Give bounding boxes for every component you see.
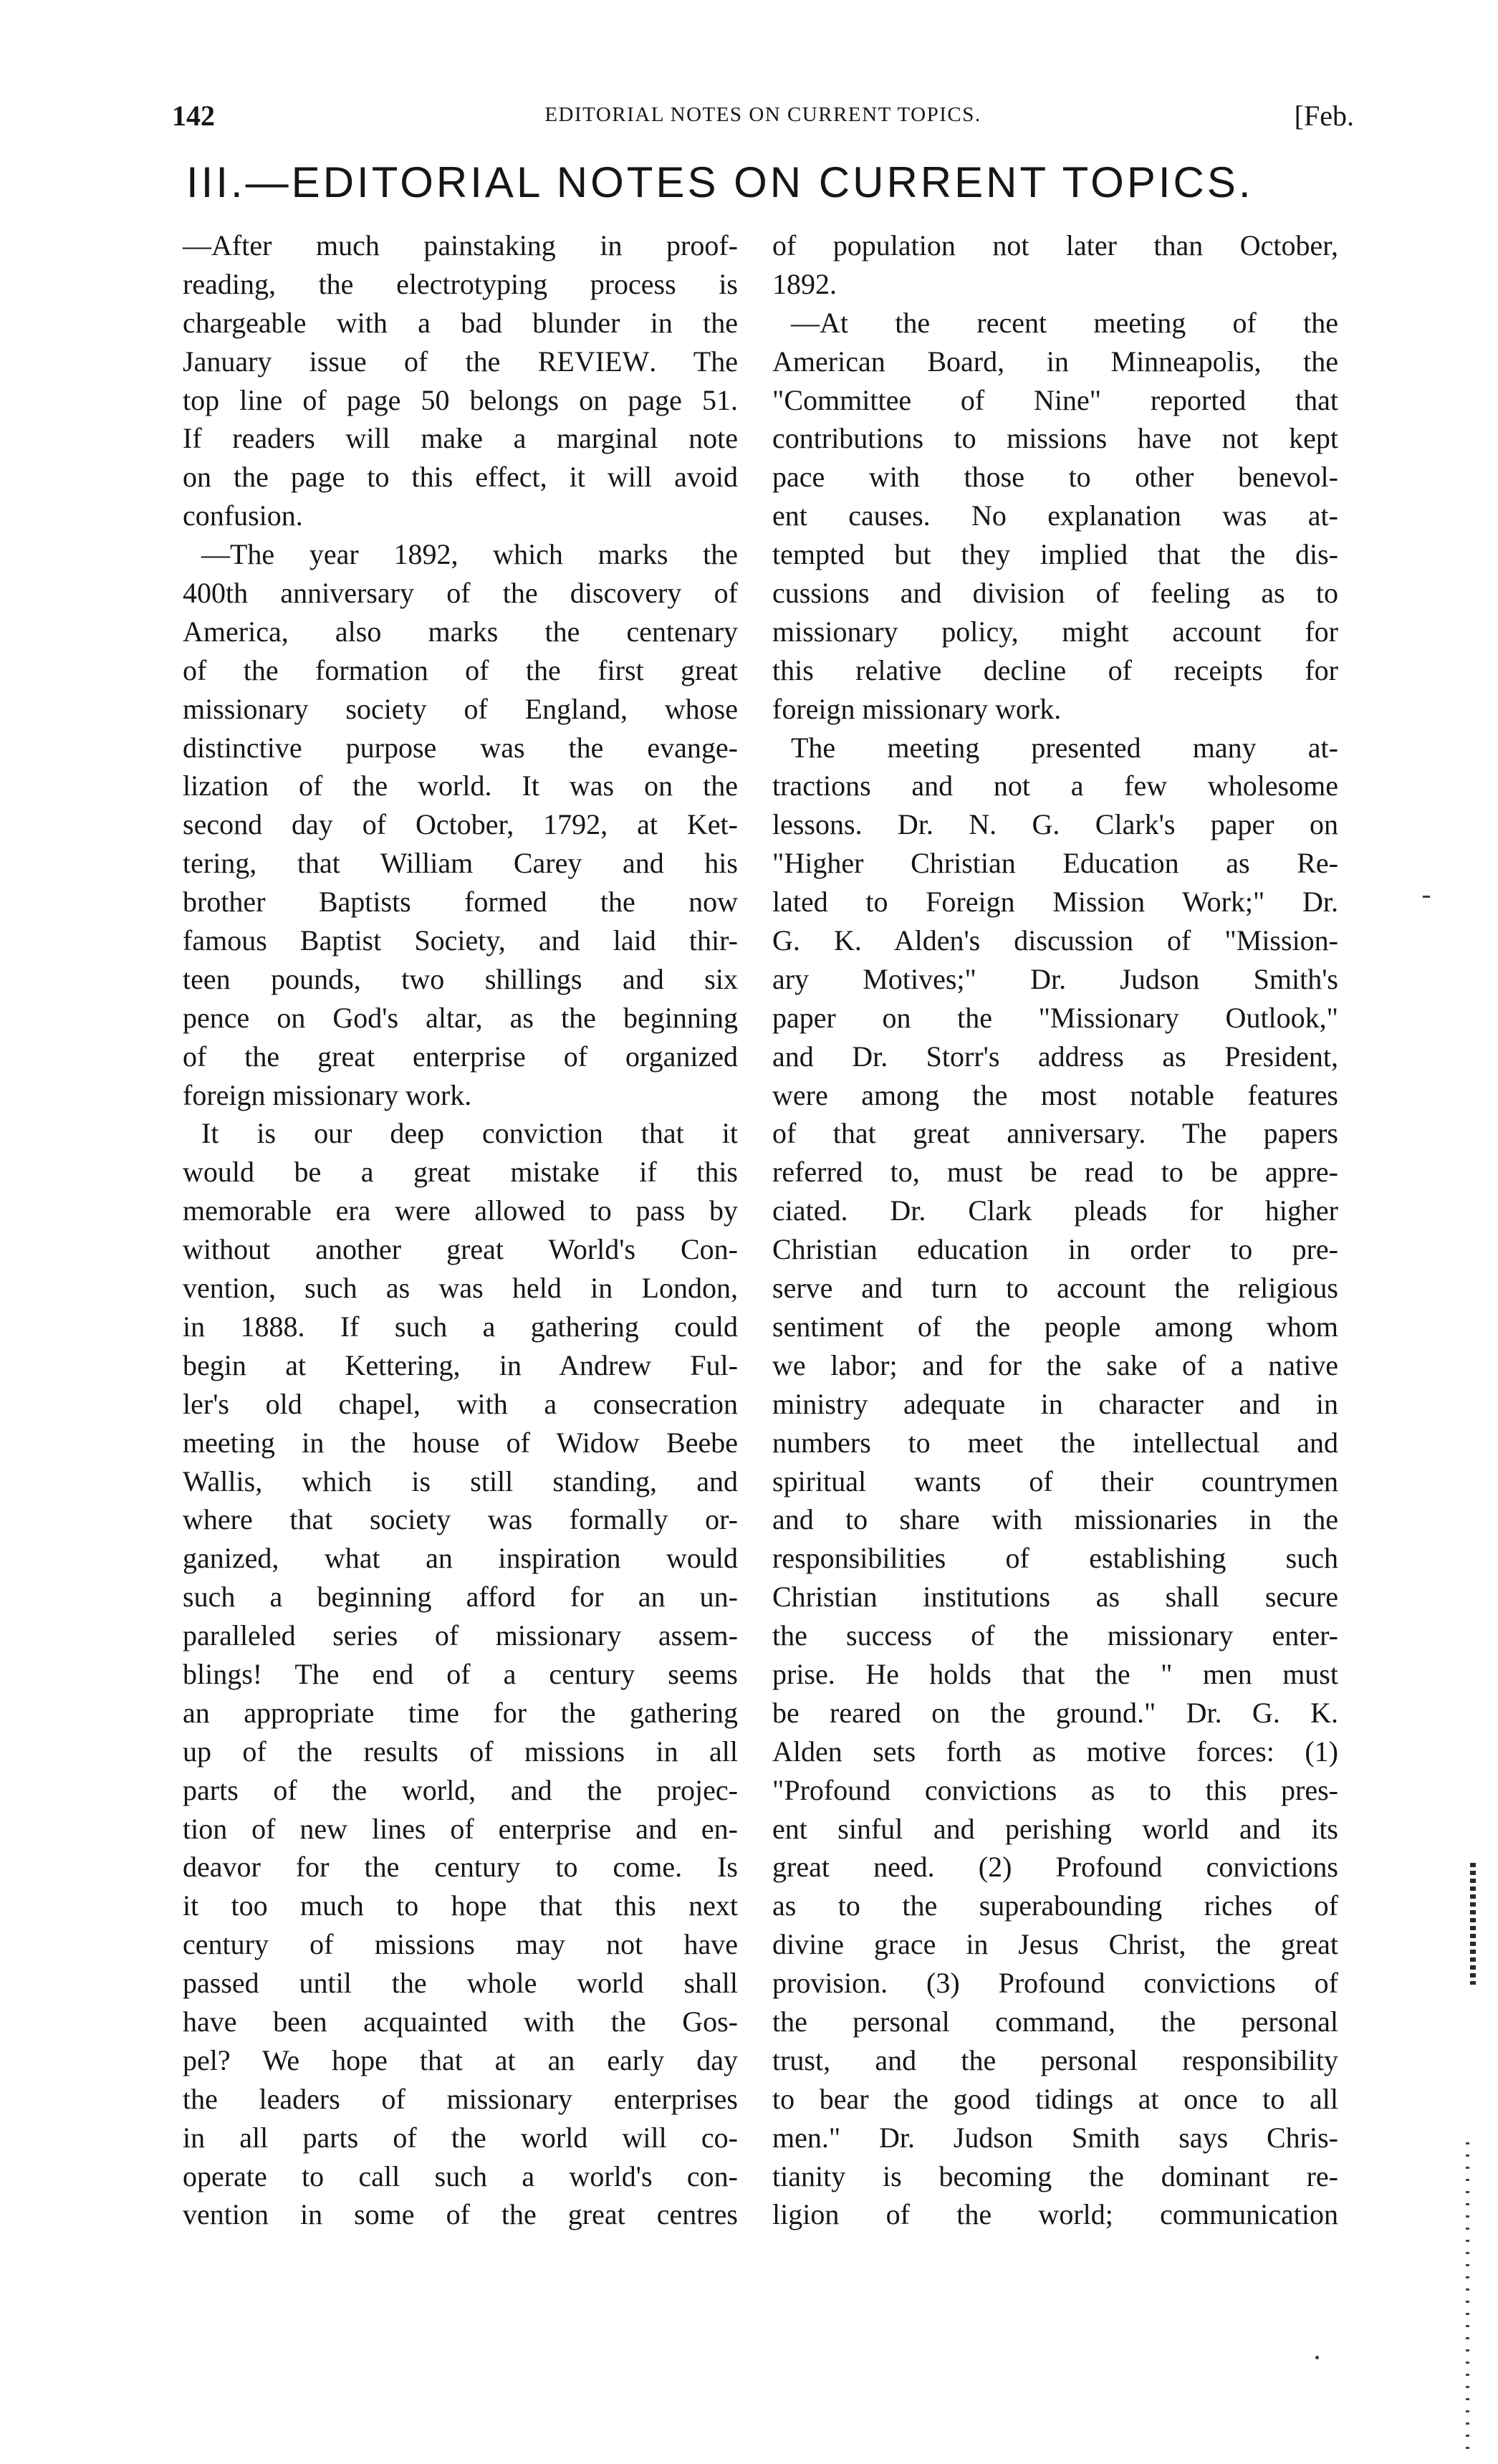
text-line: foreign missionary work. bbox=[183, 1078, 472, 1111]
text-line: blings! The end of a century seems bbox=[183, 1657, 738, 1690]
text-line: G. K. Alden's discussion of "Mission- bbox=[772, 924, 1338, 957]
text-line: ler's old chapel, with a consecration bbox=[183, 1387, 738, 1420]
text-line: "Higher Christian Education as Re- bbox=[772, 847, 1338, 880]
text-line: confusion. bbox=[183, 499, 303, 532]
running-title: EDITORIAL NOTES ON CURRENT TOPICS. bbox=[544, 103, 981, 126]
text-line: distinctive purpose was the evange- bbox=[183, 731, 738, 764]
text-line: top line of page 50 belongs on page 51. bbox=[183, 383, 738, 416]
text-line: tion of new lines of enterprise and en- bbox=[183, 1812, 738, 1845]
text-line: spiritual wants of their countrymen bbox=[772, 1465, 1338, 1497]
text-line: ganized, what an inspiration would bbox=[183, 1542, 738, 1575]
text-line: it too much to hope that this next bbox=[183, 1889, 738, 1922]
text-line: Alden sets forth as motive forces: (1) bbox=[772, 1735, 1338, 1768]
text-line: up of the results of missions in all bbox=[183, 1735, 738, 1768]
text-line: 400th anniversary of the discovery of bbox=[183, 577, 738, 610]
text-line: famous Baptist Society, and laid thir- bbox=[183, 924, 738, 957]
text-line: parts of the world, and the projec- bbox=[183, 1773, 738, 1806]
text-line: 1892. bbox=[772, 267, 837, 300]
text-line: men." Dr. Judson Smith says Chris- bbox=[772, 2121, 1338, 2154]
text-line: American Board, in Minneapolis, the bbox=[772, 345, 1338, 378]
text-line: ent causes. No explanation was at- bbox=[772, 499, 1338, 532]
text-line: paralleled series of missionary assem- bbox=[183, 1619, 738, 1652]
text-line: pel? We hope that at an early day bbox=[183, 2043, 738, 2076]
text-line: January issue of the REVIEW. The bbox=[183, 345, 738, 378]
text-line: an appropriate time for the gathering bbox=[183, 1696, 738, 1729]
text-line: foreign missionary work. bbox=[772, 692, 1062, 725]
text-line: Christian institutions as shall secure bbox=[772, 1581, 1338, 1614]
text-line: of the great enterprise of organized bbox=[183, 1040, 738, 1073]
text-line: cussions and division of feeling as to bbox=[772, 577, 1338, 610]
page-number: 142 bbox=[172, 100, 215, 132]
text-line: numbers to meet the intellectual and bbox=[772, 1426, 1338, 1459]
text-line: pence on God's altar, as the beginning bbox=[183, 1001, 738, 1034]
text-line: the leaders of missionary enterprises bbox=[183, 2082, 738, 2115]
text-line: provision. (3) Profound convictions of bbox=[772, 1967, 1338, 2000]
text-line: the success of the missionary enter- bbox=[772, 1619, 1338, 1652]
text-line: vention in some of the great centres bbox=[183, 2198, 738, 2231]
text-line: ciated. Dr. Clark pleads for higher bbox=[772, 1194, 1338, 1227]
text-line: missionary society of England, whose bbox=[183, 692, 738, 725]
text-line: of the formation of the first great bbox=[183, 653, 738, 686]
scan-artifact bbox=[1466, 2142, 1469, 2458]
text-line: contributions to missions have not kept bbox=[772, 422, 1338, 455]
text-line: would be a great mistake if this bbox=[183, 1156, 738, 1189]
text-line: great need. (2) Profound convictions bbox=[772, 1851, 1338, 1884]
text-line: tractions and not a few wholesome bbox=[772, 770, 1338, 802]
text-line: vention, such as was held in London, bbox=[183, 1272, 738, 1305]
text-line: ary Motives;" Dr. Judson Smith's bbox=[772, 962, 1338, 995]
text-line: trust, and the personal responsibility bbox=[772, 2043, 1338, 2076]
text-line: —After much painstaking in proof- bbox=[183, 229, 738, 262]
text-line: be reared on the ground." Dr. G. K. bbox=[772, 1696, 1338, 1729]
text-line: deavor for the century to come. Is bbox=[183, 1851, 738, 1884]
text-line: teen pounds, two shillings and six bbox=[183, 962, 738, 995]
text-line: the personal command, the personal bbox=[772, 2005, 1338, 2038]
text-line: we labor; and for the sake of a native bbox=[772, 1348, 1338, 1381]
text-line: passed until the whole world shall bbox=[183, 1967, 738, 2000]
text-line: responsibilities of establishing such bbox=[772, 1542, 1338, 1575]
text-line: meeting in the house of Widow Beebe bbox=[183, 1426, 738, 1459]
text-line: of that great anniversary. The papers bbox=[772, 1117, 1338, 1150]
section-title: III.—EDITORIAL NOTES ON CURRENT TOPICS. bbox=[186, 158, 1254, 206]
text-line: century of missions may not have bbox=[183, 1928, 738, 1961]
text-line: missionary policy, might account for bbox=[772, 615, 1338, 648]
text-line: paper on the "Missionary Outlook," bbox=[772, 1001, 1338, 1034]
right-column bbox=[772, 226, 1338, 2234]
text-line: pace with those to other benevol- bbox=[772, 461, 1338, 494]
text-line: —The year 1892, which marks the bbox=[201, 538, 738, 571]
text-line: referred to, must be read to be appre- bbox=[772, 1156, 1338, 1189]
text-line: this relative decline of receipts for bbox=[772, 653, 1338, 686]
journal-name: REVIEW bbox=[537, 345, 650, 378]
running-header bbox=[172, 99, 1354, 142]
text-line: begin at Kettering, in Andrew Ful- bbox=[183, 1348, 738, 1381]
text-line: "Committee of Nine" reported that bbox=[772, 383, 1338, 416]
text-line: —At the recent meeting of the bbox=[791, 306, 1338, 339]
text-line: as to the superabounding riches of bbox=[772, 1889, 1338, 1922]
text-line: and Dr. Storr's address as President, bbox=[772, 1040, 1338, 1073]
text-line: serve and turn to account the religious bbox=[772, 1272, 1338, 1305]
text-line: ent sinful and perishing world and its bbox=[772, 1812, 1338, 1845]
text-line: to bear the good tidings at once to all bbox=[772, 2082, 1338, 2115]
text-line: in all parts of the world will co- bbox=[183, 2121, 738, 2154]
text-line: in 1888. If such a gathering could bbox=[183, 1310, 738, 1343]
text-line: operate to call such a world's con- bbox=[183, 2159, 738, 2192]
text-line: The meeting presented many at- bbox=[791, 731, 1338, 764]
text-line: such a beginning afford for an un- bbox=[183, 1581, 738, 1614]
text-line: ligion of the world; communication bbox=[772, 2198, 1338, 2231]
text-line: were among the most notable features bbox=[772, 1078, 1338, 1111]
margin-dash-mark bbox=[1423, 896, 1430, 898]
text-line: lization of the world. It was on the bbox=[183, 770, 738, 802]
text-line: If readers will make a marginal note bbox=[183, 422, 738, 455]
text-line: chargeable with a bad blunder in the bbox=[183, 306, 738, 339]
issue-month: [Feb. bbox=[1294, 100, 1354, 132]
text-line: It is our deep conviction that it bbox=[201, 1117, 738, 1150]
text-line: reading, the electrotyping process is bbox=[183, 267, 738, 300]
text-line: where that society was formally or- bbox=[183, 1503, 738, 1536]
text-line: memorable era were allowed to pass by bbox=[183, 1194, 738, 1227]
text-line: "Profound convictions as to this pres- bbox=[772, 1773, 1338, 1806]
text-line: sentiment of the people among whom bbox=[772, 1310, 1338, 1343]
text-line: without another great World's Con- bbox=[183, 1233, 738, 1266]
text-line: prise. He holds that the " men must bbox=[772, 1657, 1338, 1690]
left-column bbox=[183, 226, 738, 2234]
text-line: ministry adequate in character and in bbox=[772, 1387, 1338, 1420]
text-line: divine grace in Jesus Christ, the great bbox=[772, 1928, 1338, 1961]
text-line: on the page to this effect, it will avoid bbox=[183, 461, 738, 494]
text-line: second day of October, 1792, at Ket- bbox=[183, 808, 738, 841]
text-line: and to share with missionaries in the bbox=[772, 1503, 1338, 1536]
text-line: tempted but they implied that the dis- bbox=[772, 538, 1338, 571]
text-line: brother Baptists formed the now bbox=[183, 886, 738, 919]
text-line: of population not later than October, bbox=[772, 229, 1338, 262]
text-line: have been acquainted with the Gos- bbox=[183, 2005, 738, 2038]
scan-speck bbox=[1315, 2356, 1319, 2359]
text-line: America, also marks the centenary bbox=[183, 615, 738, 648]
text-line: lated to Foreign Mission Work;" Dr. bbox=[772, 886, 1338, 919]
scan-artifact bbox=[1470, 1863, 1476, 1985]
text-line: Wallis, which is still standing, and bbox=[183, 1465, 738, 1497]
text-line: Christian education in order to pre- bbox=[772, 1233, 1338, 1266]
text-line: tering, that William Carey and his bbox=[183, 847, 738, 880]
text-line: lessons. Dr. N. G. Clark's paper on bbox=[772, 808, 1338, 841]
text-line: tianity is becoming the dominant re- bbox=[772, 2159, 1338, 2192]
